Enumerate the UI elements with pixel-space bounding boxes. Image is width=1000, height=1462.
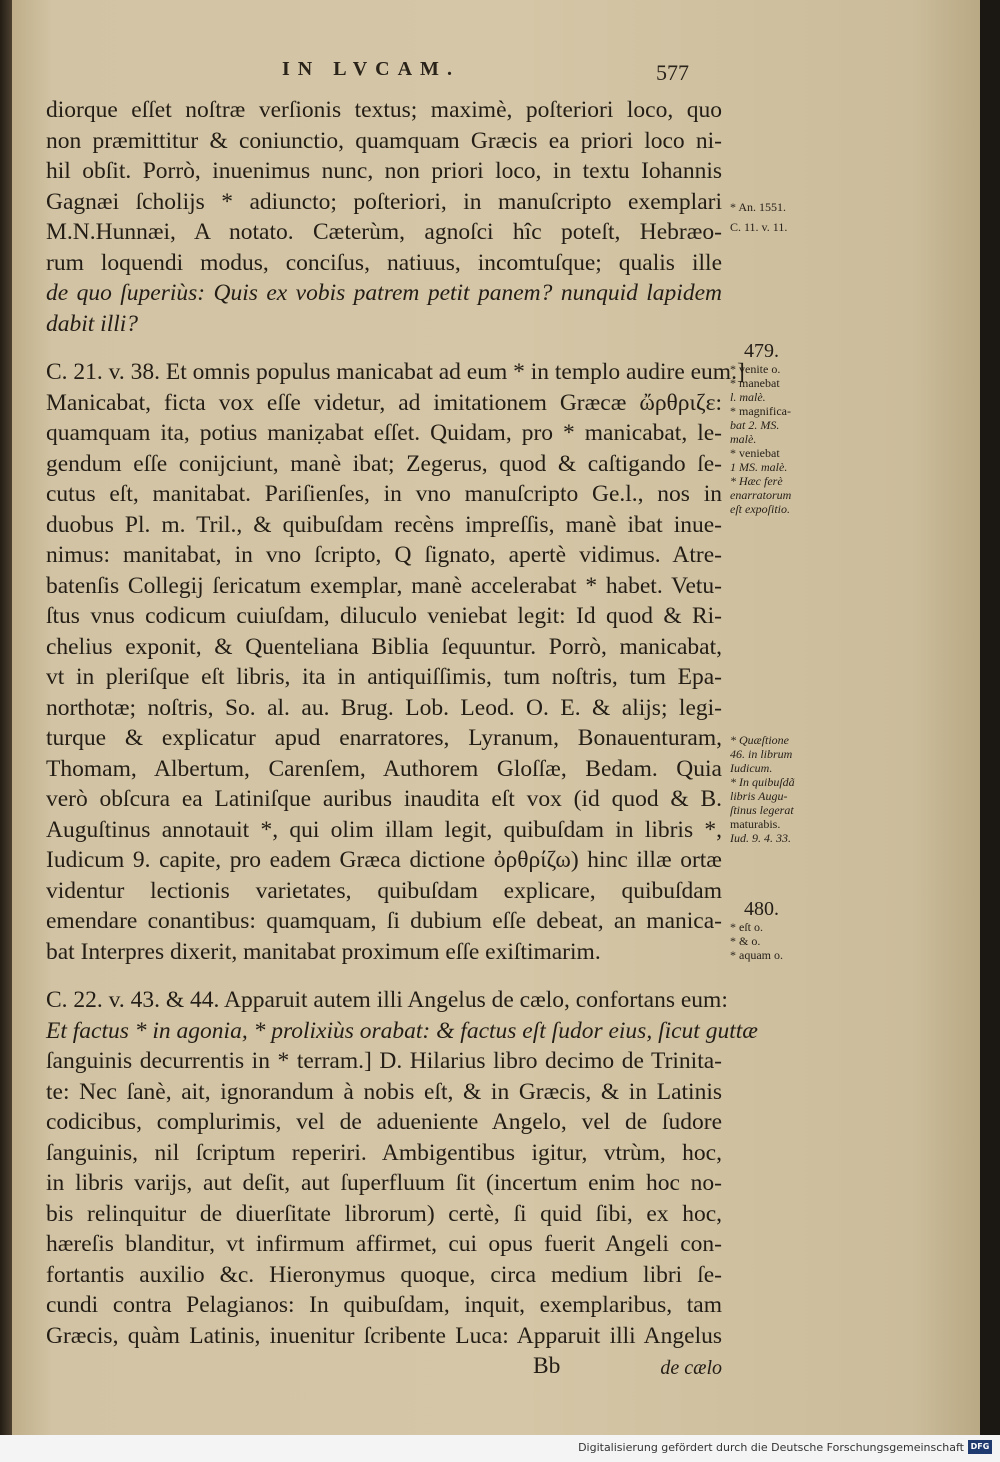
- text-line: Gagnæi ſcholijs * adiuncto; poſteriori, in manuſcripto exemplari: [46, 188, 722, 215]
- margin-note: bat 2. MS.: [730, 418, 780, 432]
- margin-notes-4: [730, 898, 840, 962]
- text-line: emendare conantibus: quamquam, ſi dubium eſſe debeat, an manica-: [46, 908, 722, 934]
- text-line: northotæ; noſtris, So. al. au. Brug. Lob. Leod. O. E. & alijs; legi-: [46, 694, 722, 721]
- running-title: IN LVCAM.: [282, 58, 460, 80]
- text-line: chelius exponit, & Quenteliana Biblia ſequuntur. Porrò, manicabat,: [46, 633, 722, 660]
- margin-notes-3: [730, 733, 840, 845]
- text-line: bis relinquitur de diuerſitate librorum) certè, ſi quid ſibi, ex hoc,: [46, 1200, 722, 1227]
- text-line: vt in pleriſque eſt libris, ita in antiquiſſimis, tum noſtris, tum Epa-: [46, 664, 722, 690]
- margin-note: malè.: [730, 432, 757, 446]
- text-line: Thomam, Albertum, Carenſem, Authorem Gloſſæ, Bedam. Quia: [46, 755, 722, 782]
- text-line: Manicabat, ficta vox eſſe videtur, ad imitationem Græcæ ὤρθριζε:: [46, 389, 722, 416]
- margin-note: * An. 1551.: [730, 200, 787, 214]
- margin-note: * Hæc ferè: [730, 474, 783, 488]
- signature-line: [46, 1351, 722, 1381]
- text-line: hæreſis blanditur, vt infirmum affirmet, cui opus fuerit Angeli con-: [46, 1231, 722, 1257]
- margin-note: * eſt o.: [730, 920, 763, 934]
- text-line: diorque eſſet noſtræ verſionis textus; maximè, poſteriori loco, quo: [46, 97, 722, 123]
- margin-note: * Quæſtione: [730, 733, 789, 747]
- margin-note: maturabis.: [730, 817, 781, 831]
- text-line: C. 22. v. 43. & 44. Apparuit autem illi Angelus de cælo, confortans eum:: [46, 987, 728, 1013]
- footer-bar: [0, 1435, 1000, 1462]
- text-line: ſanguinis, nil ſcriptum reperiri. Ambigentibus igitur, vtrùm, hoc,: [46, 1139, 722, 1166]
- margin-note: l. malè.: [730, 390, 766, 404]
- text-line: hil obſit. Porrò, inuenimus nunc, non priori loco, in textu Iohannis: [46, 158, 722, 184]
- text-line: batenſis Collegij ſericatum exemplar, manè accelerabat * habet. Vetu-: [46, 572, 722, 599]
- text-line: te: Nec ſanè, ait, ignorandum à nobis eſt, & in Græcis, & in Latinis: [46, 1078, 722, 1105]
- margin-note: * manebat: [730, 376, 780, 390]
- margin-note: Iudicum.: [730, 761, 773, 775]
- dfg-logo-icon: DFG: [968, 1440, 992, 1454]
- text-line: non præmittitur & coniunctio, quamquam Græcis ea priori loco ni-: [46, 127, 722, 154]
- text-line: de quo ſuperiùs: Quis ex vobis patrem petit panem? nunquid lapidem: [46, 280, 722, 306]
- margin-note: * & o.: [730, 934, 761, 948]
- margin-note: Iud. 9. 4. 33.: [730, 831, 791, 845]
- text-line: fortantis auxilio &c. Hieronymus quoque, circa medium libri ſe-: [46, 1261, 722, 1288]
- text-line: cundi contra Pelagianos: In quibuſdam, inquit, exemplaribus, tam: [46, 1292, 722, 1318]
- margin-note: enarratorum: [730, 488, 792, 502]
- text-line: duobus Pl. m. Tril., & quibuſdam recèns impreſſis, manè ibat inue-: [46, 511, 722, 538]
- margin-number: 480.: [744, 898, 779, 920]
- text-line: cutus eſt, manitabat. Pariſienſes, in vno manuſcripto Ge.l., nos in: [46, 481, 722, 507]
- margin-note: * magnifica-: [730, 404, 791, 418]
- funding-credit: Digitalisierung gefördert durch die Deutsche Forschungsgemeinschaft: [578, 1441, 964, 1454]
- book-page: [12, 0, 980, 1435]
- text-line: ſtus vnus codicum cuiuſdam, diluculo veniebat legit: Id quod & Ri-: [46, 603, 722, 629]
- text-line: codicibus, complurimis, vel de adueniente Angelo, vel de ſudore: [46, 1109, 722, 1135]
- text-line: Auguſtinus annotauit *, qui olim illam legit, quibuſdam in libris *,: [46, 816, 722, 843]
- text-line: gendum eſſe conijciunt, manè ibat; Zegerus, quod & caſtigando ſe-: [46, 450, 722, 477]
- page-number: 577: [656, 60, 689, 85]
- page-gutter-shadow: [0, 0, 12, 1435]
- margin-note: eſt expoſitio.: [730, 502, 790, 516]
- margin-note: C. 11. v. 11.: [730, 220, 788, 234]
- margin-number: 479.: [744, 340, 779, 362]
- text-line: verò obſcura ea Latiniſque auribus inaudita eſt vox (id quod & B.: [46, 786, 722, 812]
- margin-note: * veniebat: [730, 446, 780, 460]
- paragraph-1: [46, 95, 722, 339]
- signature-mark: Bb: [533, 1353, 561, 1379]
- text-line: Iudicum 9. capite, pro eadem Græca dictione ὀρθρίζω) hinc illæ ortæ: [46, 847, 722, 873]
- text-line: dabit illi?: [46, 310, 139, 337]
- margin-notes-1: [730, 200, 840, 234]
- margin-note: 1 MS. malè.: [730, 460, 788, 474]
- text-line: ſanguinis decurrentis in * terram.] D. Hilarius libro decimo de Trinita-: [46, 1048, 722, 1074]
- margin-note: 46. in librum: [730, 747, 793, 761]
- text-line: bat Interpres dixerit, manitabat proximum eſſe exiſtimarim.: [46, 938, 601, 965]
- text-line: videntur lectionis varietates, quibuſdam explicare, quibuſdam: [46, 877, 722, 904]
- text-line: in libris varijs, aut deſit, aut ſuperfluum ſit (incertum enim hoc no-: [46, 1170, 722, 1196]
- text-line: M.N.Hunnæi, A notato. Cæterùm, agnoſci hîc poteſt, Hebræo-: [46, 219, 722, 245]
- margin-note: * In quibuſdã: [730, 775, 795, 789]
- catchword: de cælo: [660, 1357, 722, 1379]
- text-line: rum loquendi modus, conciſus, natiuus, incomtuſque; qualis ille: [46, 249, 722, 276]
- paragraph-3: [46, 985, 758, 1351]
- text-line: Græcis, quàm Latinis, inuenitur ſcribente Luca: Apparuit illi Angelus: [46, 1322, 722, 1349]
- text-line: turque & explicatur apud enarratores, Lyranum, Bonauenturam,: [46, 725, 722, 751]
- text-line: Et factus * in agonia, * prolixiùs orabat: & factus eſt ſudor eius, ſicut guttæ: [46, 1017, 758, 1044]
- margin-note: ſtinus legerat: [730, 803, 794, 817]
- margin-note: * venite o.: [730, 362, 781, 376]
- text-line: quamquam ita, potius maniẓabat eſſet. Quidam, pro * manicabat, le-: [46, 420, 722, 446]
- margin-note: * aquam o.: [730, 948, 783, 962]
- text-line: C. 21. v. 38. Et omnis populus manicabat ad eum * in templo audire eum.]: [46, 359, 745, 385]
- text-line: nimus: manitabat, in vno ſcripto, Q ſignato, apertè vidimus. Atre-: [46, 542, 722, 568]
- margin-notes-2: [730, 340, 840, 516]
- margin-note: libris Augu-: [730, 789, 788, 803]
